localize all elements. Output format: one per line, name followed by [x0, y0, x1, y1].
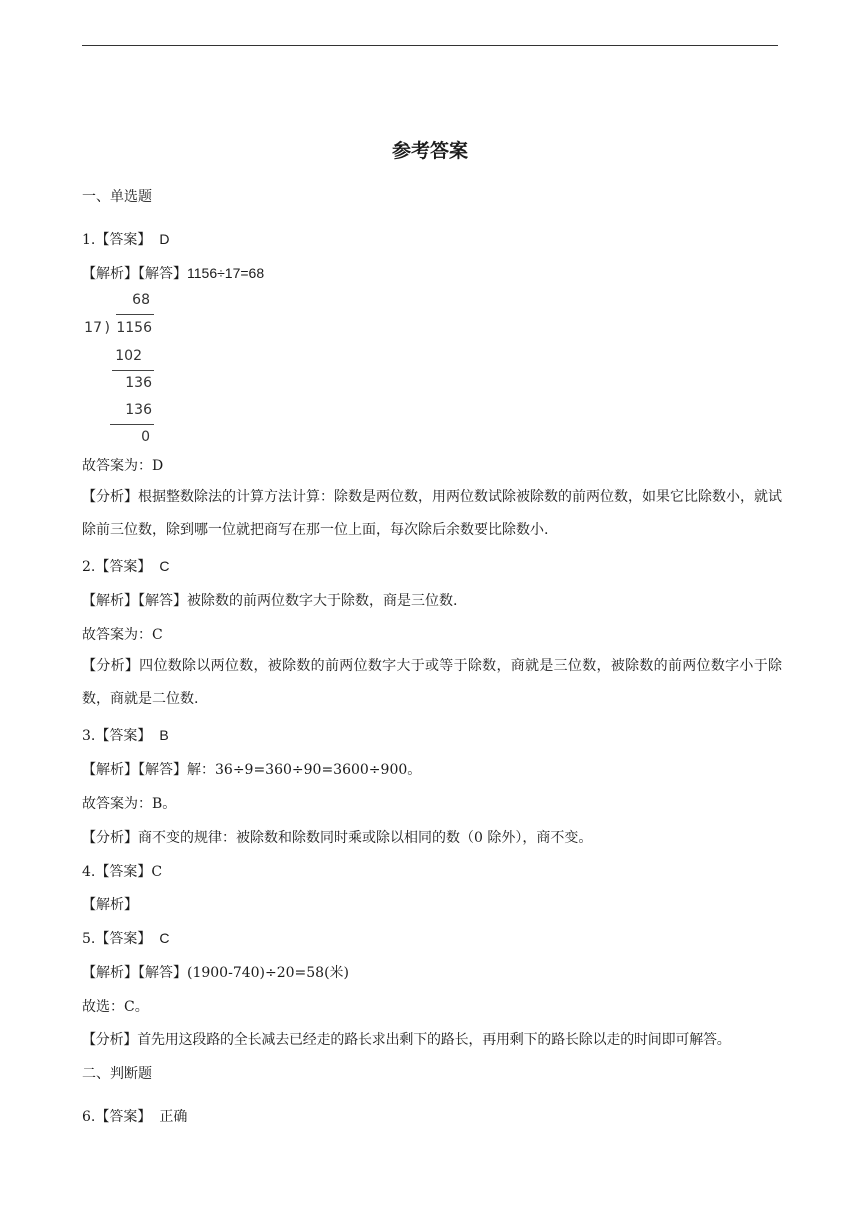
q2-answer — [82, 556, 169, 576]
q2-analysis: 【解析】【解答】被除数的前两位数字大于除数，商是三位数. — [82, 593, 458, 609]
q2-answer-value: C — [159, 558, 170, 574]
q3-answer-value: B — [159, 727, 169, 743]
section-heading-true-false: 二、判断题 — [82, 1066, 152, 1082]
division-step-2: 136 — [125, 375, 152, 391]
division-rule-1 — [112, 370, 154, 371]
q6-answer-label: 6.【答案】 — [82, 1109, 152, 1125]
q1-answer — [82, 229, 169, 249]
division-dividend: 1156 — [116, 320, 152, 336]
division-remainder: 0 — [141, 429, 150, 445]
q6-answer — [82, 1106, 187, 1126]
q2-conclusion: 故答案为：C — [82, 627, 163, 643]
q5-answer-value: C — [159, 930, 170, 946]
division-divisor: 17 — [84, 320, 102, 336]
q3-analysis: 【解析】【解答】解：36÷9=360÷90=3600÷900。 — [82, 762, 422, 778]
q5-answer-label: 5.【答案】 — [82, 931, 152, 947]
q4-analysis: 【解析】 — [82, 897, 138, 913]
q1-analysis: 【解析】【解答】1156÷17=68 — [82, 265, 265, 281]
q3-answer-label: 3.【答案】 — [82, 728, 152, 744]
q3-answer — [82, 725, 169, 745]
q5-answer — [82, 928, 169, 948]
q1-note: 【分析】根据整数除法的计算方法计算：除数是两位数，用两位数试除被除数的前两位数，如果它比除数小，就试除前三位数，除到哪一位就把商写在那一位上面，每次除后余数要比除数小. — [82, 489, 782, 538]
q5-note: 【分析】首先用这段路的全长减去已经走的路长求出剩下的路长，再用剩下的路长除以走的时间即可解答。 — [82, 1032, 731, 1048]
q1-conclusion: 故答案为：D — [82, 458, 164, 474]
division-top-rule — [116, 314, 154, 315]
q3-note: 【分析】商不变的规律：被除数和除数同时乘或除以相同的数（0 除外），商不变。 — [82, 830, 593, 846]
page-title: 参考答案 — [391, 140, 468, 162]
long-division-figure — [82, 290, 162, 450]
division-quotient: 68 — [132, 292, 150, 308]
division-bracket: ) — [104, 320, 110, 336]
division-step-1: 102 — [115, 348, 142, 364]
q5-conclusion: 故选：C。 — [82, 999, 149, 1015]
q5-analysis: 【解析】【解答】(1900-740)÷20=58(米) — [82, 965, 350, 981]
section-heading-single-choice: 一、单选题 — [82, 189, 152, 205]
q2-answer-label: 2.【答案】 — [82, 559, 152, 575]
q6-answer-value: 正确 — [159, 1109, 188, 1125]
division-step-3: 136 — [125, 402, 152, 418]
q2-note: 【分析】四位数除以两位数，被除数的前两位数字大于或等于除数，商就是三位数，被除数的前两位数字小于除数，商就是二位数. — [82, 658, 782, 707]
division-rule-2 — [110, 424, 154, 425]
q3-conclusion: 故答案为：B。 — [82, 796, 177, 812]
q1-answer-value: D — [159, 231, 170, 247]
header-rule — [82, 45, 778, 46]
q1-answer-label: 1.【答案】 — [82, 232, 152, 248]
q4-answer: 4.【答案】C — [82, 864, 163, 880]
